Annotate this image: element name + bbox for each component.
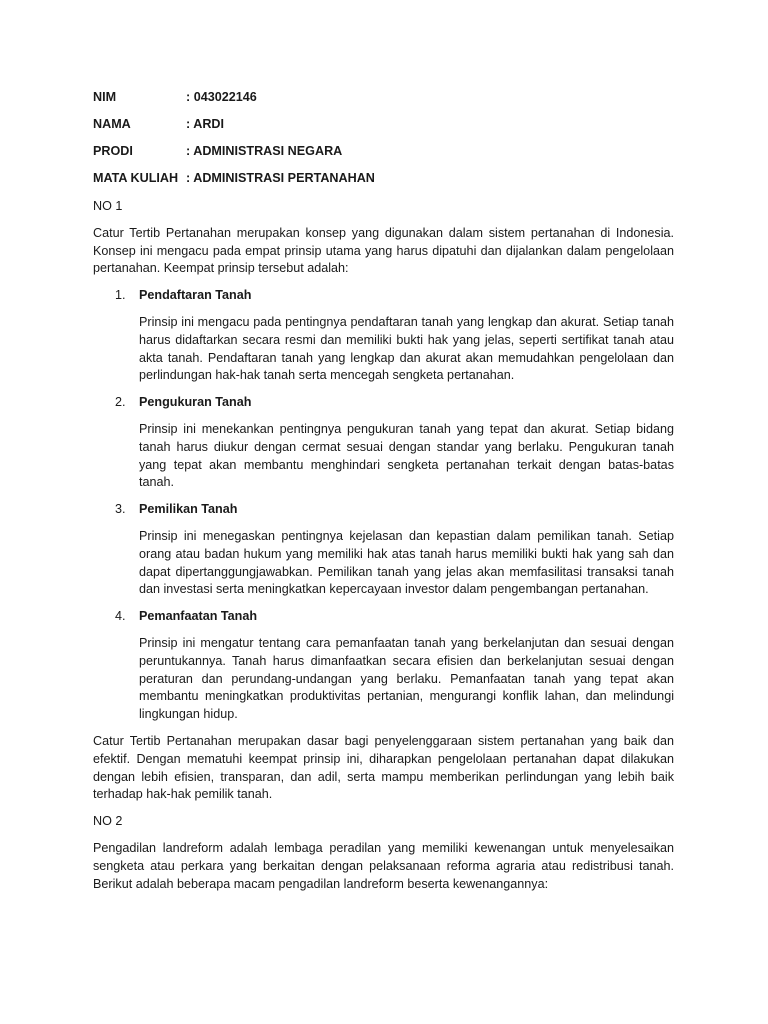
list-number: 4. — [115, 609, 126, 624]
list-item — [93, 287, 674, 385]
info-label: PRODI — [93, 143, 133, 158]
principle-title-text: Pemilikan Tanah — [139, 502, 238, 517]
info-value: : 043022146 — [186, 89, 257, 104]
info-label: NIM — [93, 89, 117, 104]
principle-body: Prinsip ini mengatur tentang cara pemanfaatan tanah yang berkelanjutan dan sesuai dengan peruntukannya. Tanah harus dimanfaatkan secara efisien dan berkelanjutan sesuai dengan peraturan dan perundang-undangan yang berlaku. Pemanfaatan tanah yang tepat akan membantu meningkatkan produktivitas pertanian, mengurangi konflik lahan, dan melindungi lingkungan hidup. — [139, 635, 674, 722]
principles-list — [93, 287, 674, 724]
info-value: : ADMINISTRASI NEGARA — [186, 143, 343, 158]
student-info — [93, 84, 674, 192]
info-row-mata-kuliah — [93, 165, 674, 192]
info-label: NAMA — [93, 116, 131, 131]
section-heading-no1: NO 1 — [93, 199, 123, 213]
list-number: 3. — [115, 502, 126, 517]
section2-intro: Pengadilan landreform adalah lembaga peradilan yang memiliki kewenangan untuk menyelesaikan sengketa atau perkara yang berkaitan dengan pelaksanaan reforma agraria atau redistribusi tanah. Berikut adalah beberapa macam pengadilan landreform beserta kewenangannya: — [93, 840, 674, 891]
info-row-prodi — [93, 138, 674, 165]
section-heading-no2: NO 2 — [93, 814, 123, 829]
info-value: : ARDI — [186, 116, 225, 131]
principle-title — [93, 394, 674, 412]
principle-title — [93, 501, 674, 519]
section1-intro: Catur Tertib Pertanahan merupakan konsep yang digunakan dalam sistem pertanahan di Indonesia. Konsep ini mengacu pada empat prinsip utama yang harus dipatuhi dan dijalankan dalam pengelolaan pertanahan. Keempat prinsip tersebut adalah: — [93, 225, 674, 276]
principle-title-text: Pendaftaran Tanah — [139, 288, 252, 303]
principle-title-text: Pemanfaatan Tanah — [139, 609, 258, 624]
list-item — [93, 501, 674, 599]
list-number: 2. — [115, 395, 126, 410]
list-item — [93, 608, 674, 724]
info-label: MATA KULIAH — [93, 170, 179, 185]
principle-body: Prinsip ini menegaskan pentingnya kejelasan dan kepastian dalam pemilikan tanah. Setiap orang atau badan hukum yang memiliki hak atas tanah harus memiliki bukti hak yang sah dan dapat dipertanggungjawabkan. Pemilikan tanah yang jelas akan memfasilitasi transaksi tanah dan investasi serta meningkatkan kepercayaan investor dalam pengembangan pertanahan. — [139, 528, 674, 597]
principle-title-text: Pengukuran Tanah — [139, 395, 252, 410]
principle-title — [93, 608, 674, 626]
principle-body: Prinsip ini menekankan pentingnya pengukuran tanah yang tepat dan akurat. Setiap bidang tanah harus diukur dengan cermat sesuai dengan standar yang berlaku. Pengukuran tanah yang tepat akan membantu menghindari sengketa pertanahan terkait dengan batas-batas tanah. — [139, 421, 674, 490]
info-row-nama — [93, 111, 674, 138]
principle-body: Prinsip ini mengacu pada pentingnya pendaftaran tanah yang lengkap dan akurat. Setiap tanah harus didaftarkan secara resmi dan memiliki bukti hak yang jelas, seperti sertifikat tanah atau akta tanah. Pendaftaran tanah yang lengkap dan akurat akan memudahkan pengelolaan dan perlindungan hak-hak tanah serta mencegah sengketa pertanahan. — [139, 314, 674, 383]
list-number: 1. — [115, 288, 126, 303]
principle-title — [93, 287, 674, 305]
section1-conclusion: Catur Tertib Pertanahan merupakan dasar bagi penyelenggaraan sistem pertanahan yang baik dan efektif. Dengan mematuhi keempat prinsip ini, diharapkan pengelolaan pertanahan dapat dilakukan dengan lebih efisien, transparan, dan adil, serta mampu memberikan perlindungan yang lebih baik terhadap hak-hak pemilik tanah. — [93, 733, 674, 802]
info-row-nim — [93, 84, 674, 111]
list-item — [93, 394, 674, 492]
info-value: : ADMINISTRASI PERTANAHAN — [186, 170, 375, 185]
